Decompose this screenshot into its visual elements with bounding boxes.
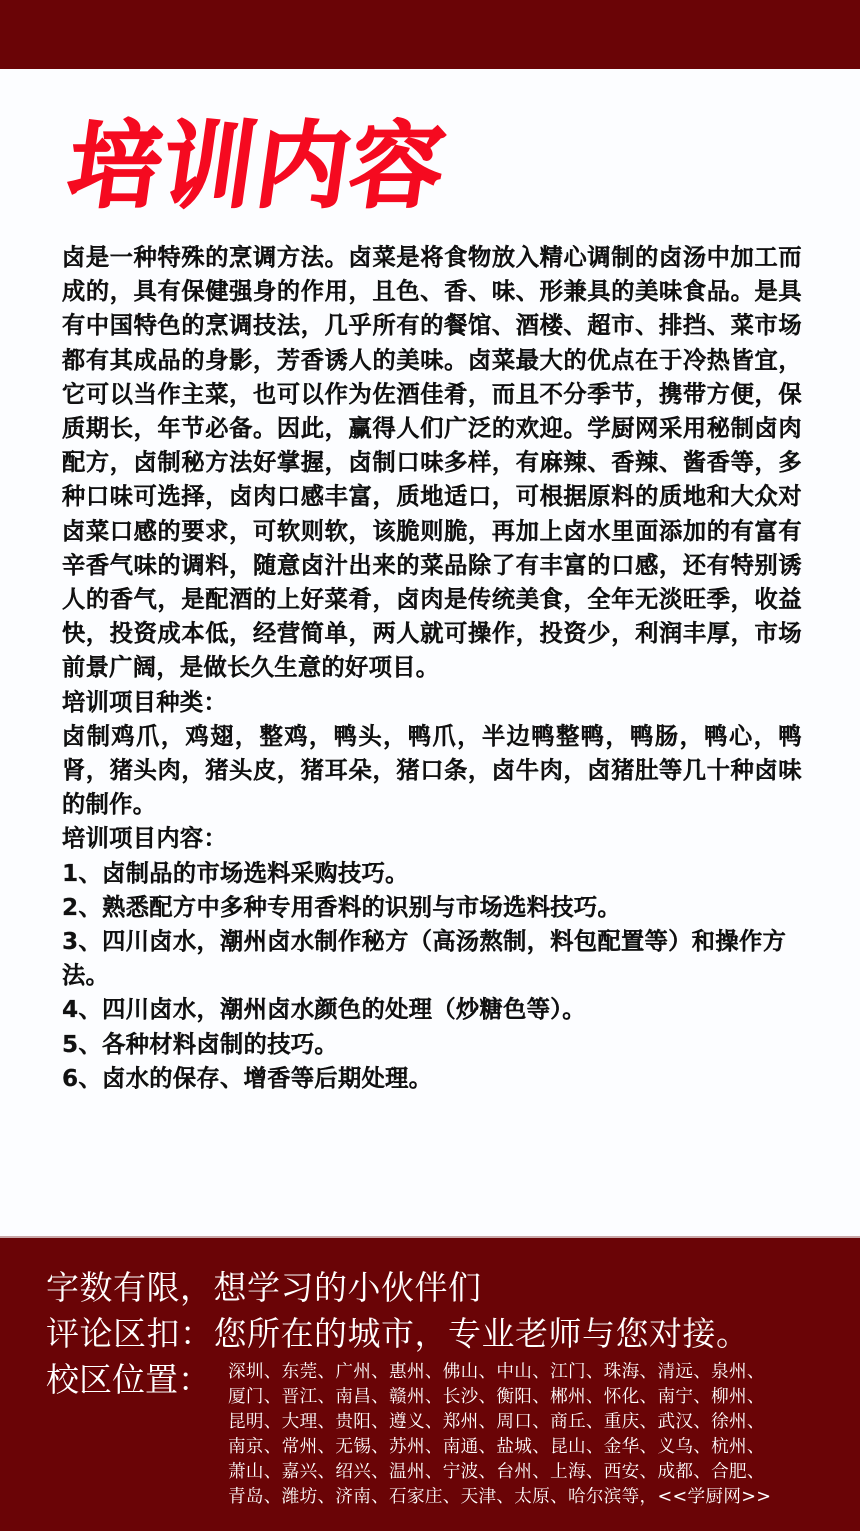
cities-line: 昆明、大理、贵阳、遵义、郑州、周口、商丘、重庆、武汉、徐州、: [228, 1412, 765, 1432]
top-banner: [0, 0, 860, 69]
contents-heading: 培训项目内容：: [62, 825, 228, 853]
footer-invite-text: 字数有限，想学习的小伙伴们: [46, 1268, 482, 1307]
footer-comment-text: 评论区扣：您所在的城市，专业老师与您对接。: [46, 1314, 750, 1353]
cities-line: 深圳、东莞、广州、惠州、佛山、中山、江门、珠海、清远、泉州、: [228, 1362, 765, 1382]
cities-line: 南京、常州、无锡、苏州、南通、盐城、昆山、金华、义乌、杭州、: [228, 1437, 765, 1457]
content-list-item: 4、四川卤水，潮州卤水颜色的处理（炒糖色等）。: [62, 996, 586, 1024]
page-title: 培训内容: [61, 111, 453, 222]
content-list-item: 5、各种材料卤制的技巧。: [62, 1030, 338, 1058]
campus-label: 校区位置：: [46, 1360, 211, 1399]
content-list-item: 1、卤制品的市场选料采购技巧。: [62, 859, 409, 887]
categories-text: 卤制鸡爪，鸡翅，整鸡，鸭头，鸭爪，半边鸭整鸭，鸭肠，鸭心，鸭肾，猪头肉，猪头皮，猪耳朵，猪口条，卤牛肉，卤猪肚等几十种卤味的制作。: [62, 722, 802, 819]
content-list-item: 2、熟悉配方中多种专用香料的识别与市场选料技巧。: [62, 893, 622, 921]
content-list-item: 6、卤水的保存、增香等后期处理。: [62, 1064, 433, 1092]
cities-line: 厦门、晋江、南昌、赣州、长沙、衡阳、郴州、怀化、南宁、柳州、: [228, 1387, 765, 1407]
campus-cities-list: [228, 1360, 828, 1510]
content-list-item: 3、四川卤水，潮州卤水制作秘方（高汤熬制，料包配置等）和操作方法。: [62, 928, 787, 990]
cities-line: 青岛、潍坊、济南、石家庄、天津、太原、哈尔滨等，<<学厨网>>: [228, 1487, 772, 1507]
article-body: [62, 241, 802, 1096]
categories-heading: 培训项目种类：: [62, 688, 228, 716]
intro-paragraph: 卤是一种特殊的烹调方法。卤菜是将食物放入精心调制的卤汤中加工而成的，具有保健强身的作用，且色、香、味、形兼具的美味食品。是具有中国特色的烹调技法，几乎所有的餐馆、酒楼、超市、排挡、菜市场都有其成品的身影，芳香诱人的美味。卤菜最大的优点在于冷热皆宜，它可以当作主菜，也可以作为佐酒佳肴，而且不分季节，携带方便，保质期长，年节必备。因此，赢得人们广泛的欢迎。学厨网采用秘制卤肉配方，卤制秘方法好掌握，卤制口味多样，有麻辣、香辣、酱香等，多种口味可选择，卤肉口感丰富，质地适口，可根据原料的质地和大众对卤菜口感的要求，可软则软，该脆则脆，再加上卤水里面添加的有富有辛香气味的调料，随意卤汁出来的菜品除了有丰富的口感，还有特别诱人的香气，是配酒的上好菜肴，卤肉是传统美食，全年无淡旺季，收益快，投资成本低，经营简单，两人就可操作，投资少，利润丰厚，市场前景广阔，是做长久生意的好项目。: [62, 244, 802, 682]
cities-line: 萧山、嘉兴、绍兴、温州、宁波、台州、上海、西安、成都、合肥、: [228, 1462, 765, 1482]
footer-banner: [0, 1236, 860, 1531]
